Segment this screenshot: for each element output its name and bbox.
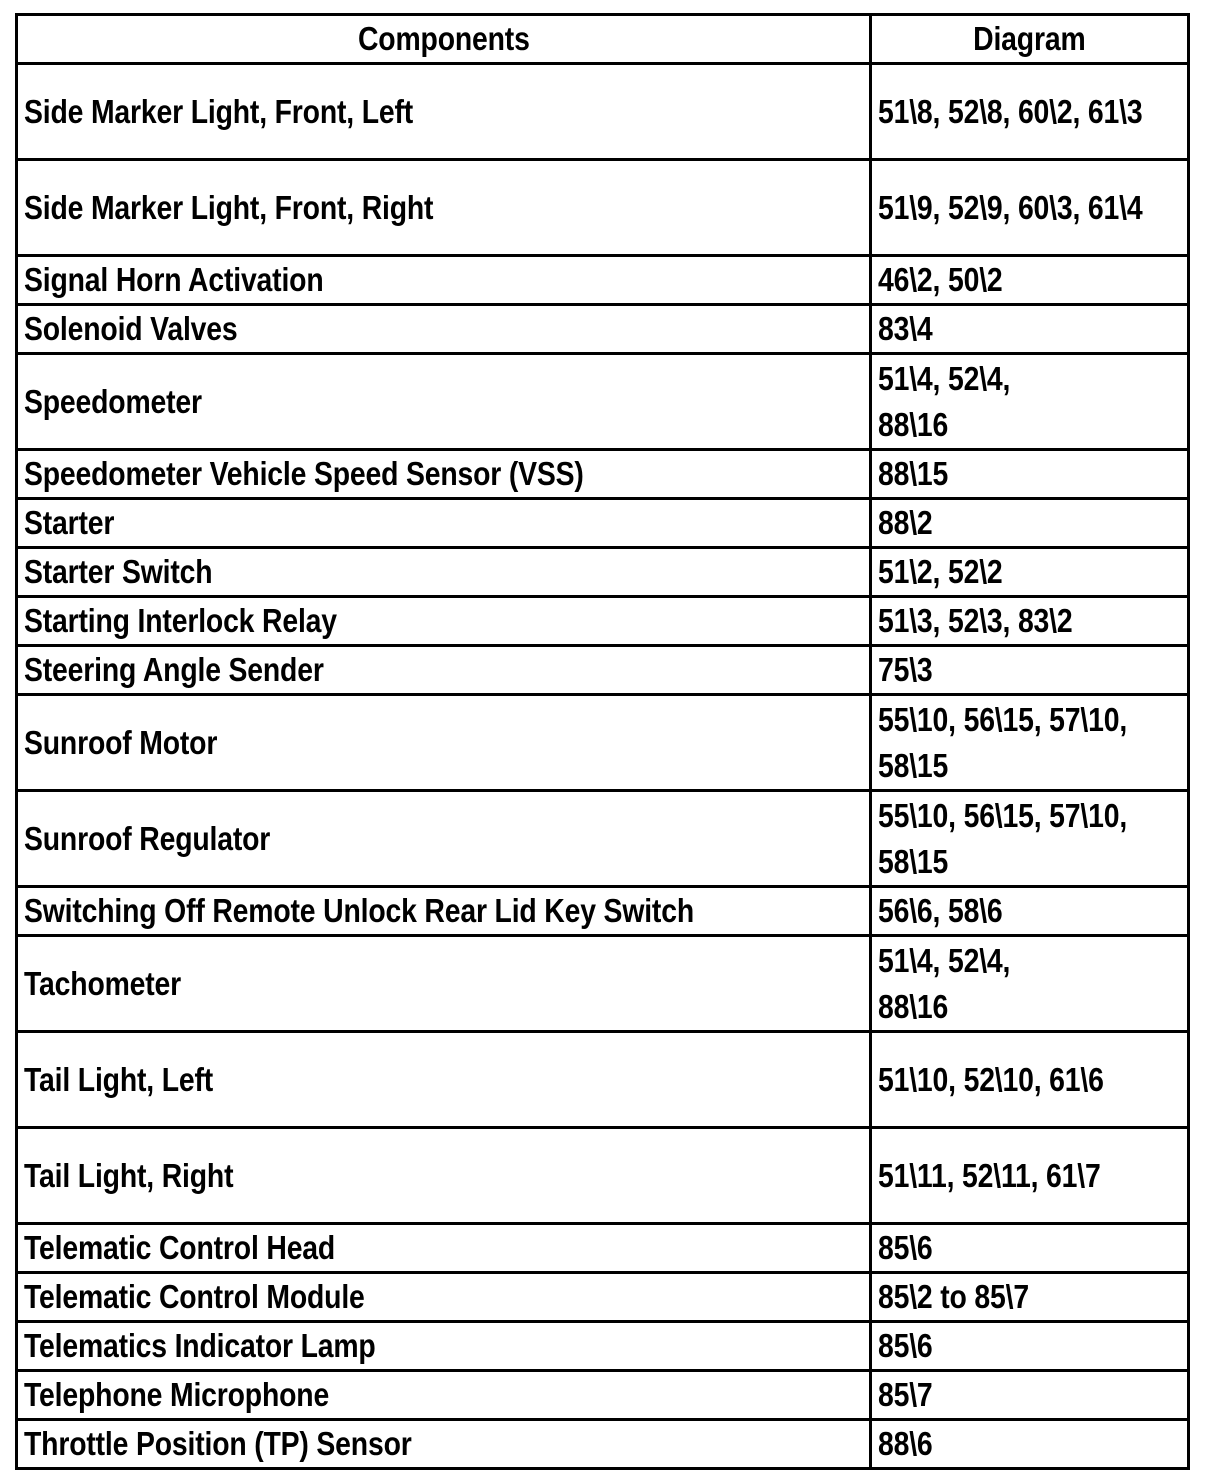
table-row bbox=[17, 450, 1189, 499]
diagram-cell: 51\2, 52\2 bbox=[871, 548, 1189, 597]
components-diagram-table bbox=[15, 13, 1190, 1470]
table-row bbox=[17, 887, 1189, 936]
diagram-cell: 88\6 bbox=[871, 1420, 1189, 1469]
component-cell: Sunroof Motor bbox=[17, 695, 871, 791]
table-row bbox=[17, 305, 1189, 354]
table-row bbox=[17, 160, 1189, 256]
diagram-cell: 83\4 bbox=[871, 305, 1189, 354]
component-cell: Starter Switch bbox=[17, 548, 871, 597]
table-row bbox=[17, 1273, 1189, 1322]
table-row bbox=[17, 646, 1189, 695]
diagram-cell: 88\15 bbox=[871, 450, 1189, 499]
header-diagram: Diagram bbox=[871, 15, 1189, 64]
diagram-cell: 88\2 bbox=[871, 499, 1189, 548]
diagram-cell: 55\10, 56\15, 57\10, 58\15 bbox=[871, 791, 1189, 887]
diagram-cell: 85\6 bbox=[871, 1322, 1189, 1371]
table-row bbox=[17, 1371, 1189, 1420]
table-row bbox=[17, 354, 1189, 450]
table-row bbox=[17, 499, 1189, 548]
table-row bbox=[17, 1128, 1189, 1224]
component-cell: Sunroof Regulator bbox=[17, 791, 871, 887]
component-cell: Starter bbox=[17, 499, 871, 548]
component-cell: Tachometer bbox=[17, 936, 871, 1032]
table-row bbox=[17, 597, 1189, 646]
diagram-cell: 51\11, 52\11, 61\7 bbox=[871, 1128, 1189, 1224]
table-row bbox=[17, 936, 1189, 1032]
diagram-cell: 85\6 bbox=[871, 1224, 1189, 1273]
component-cell: Tail Light, Right bbox=[17, 1128, 871, 1224]
component-cell: Tail Light, Left bbox=[17, 1032, 871, 1128]
component-cell: Telephone Microphone bbox=[17, 1371, 871, 1420]
components-table-container bbox=[15, 13, 1190, 1470]
diagram-cell: 85\2 to 85\7 bbox=[871, 1273, 1189, 1322]
header-components: Components bbox=[17, 15, 871, 64]
component-cell: Side Marker Light, Front, Right bbox=[17, 160, 871, 256]
table-row bbox=[17, 1420, 1189, 1469]
component-cell: Throttle Position (TP) Sensor bbox=[17, 1420, 871, 1469]
table-header-row bbox=[17, 15, 1189, 64]
diagram-cell: 51\4, 52\4, 88\16 bbox=[871, 354, 1189, 450]
component-cell: Starting Interlock Relay bbox=[17, 597, 871, 646]
component-cell: Side Marker Light, Front, Left bbox=[17, 64, 871, 160]
table-row bbox=[17, 791, 1189, 887]
diagram-cell: 51\10, 52\10, 61\6 bbox=[871, 1032, 1189, 1128]
table-row bbox=[17, 548, 1189, 597]
component-cell: Steering Angle Sender bbox=[17, 646, 871, 695]
component-cell: Telematic Control Head bbox=[17, 1224, 871, 1273]
component-cell: Speedometer Vehicle Speed Sensor (VSS) bbox=[17, 450, 871, 499]
component-cell: Telematics Indicator Lamp bbox=[17, 1322, 871, 1371]
diagram-cell: 51\3, 52\3, 83\2 bbox=[871, 597, 1189, 646]
diagram-cell: 55\10, 56\15, 57\10, 58\15 bbox=[871, 695, 1189, 791]
diagram-cell: 51\8, 52\8, 60\2, 61\3 bbox=[871, 64, 1189, 160]
diagram-cell: 75\3 bbox=[871, 646, 1189, 695]
diagram-cell: 51\4, 52\4, 88\16 bbox=[871, 936, 1189, 1032]
component-cell: Telematic Control Module bbox=[17, 1273, 871, 1322]
diagram-cell: 51\9, 52\9, 60\3, 61\4 bbox=[871, 160, 1189, 256]
component-cell: Solenoid Valves bbox=[17, 305, 871, 354]
table-row bbox=[17, 1032, 1189, 1128]
table-row bbox=[17, 1322, 1189, 1371]
diagram-cell: 56\6, 58\6 bbox=[871, 887, 1189, 936]
diagram-cell: 85\7 bbox=[871, 1371, 1189, 1420]
table-row bbox=[17, 1224, 1189, 1273]
component-cell: Signal Horn Activation bbox=[17, 256, 871, 305]
component-cell: Speedometer bbox=[17, 354, 871, 450]
table-row bbox=[17, 64, 1189, 160]
diagram-cell: 46\2, 50\2 bbox=[871, 256, 1189, 305]
table-row bbox=[17, 695, 1189, 791]
table-row bbox=[17, 256, 1189, 305]
component-cell: Switching Off Remote Unlock Rear Lid Key Switch bbox=[17, 887, 871, 936]
